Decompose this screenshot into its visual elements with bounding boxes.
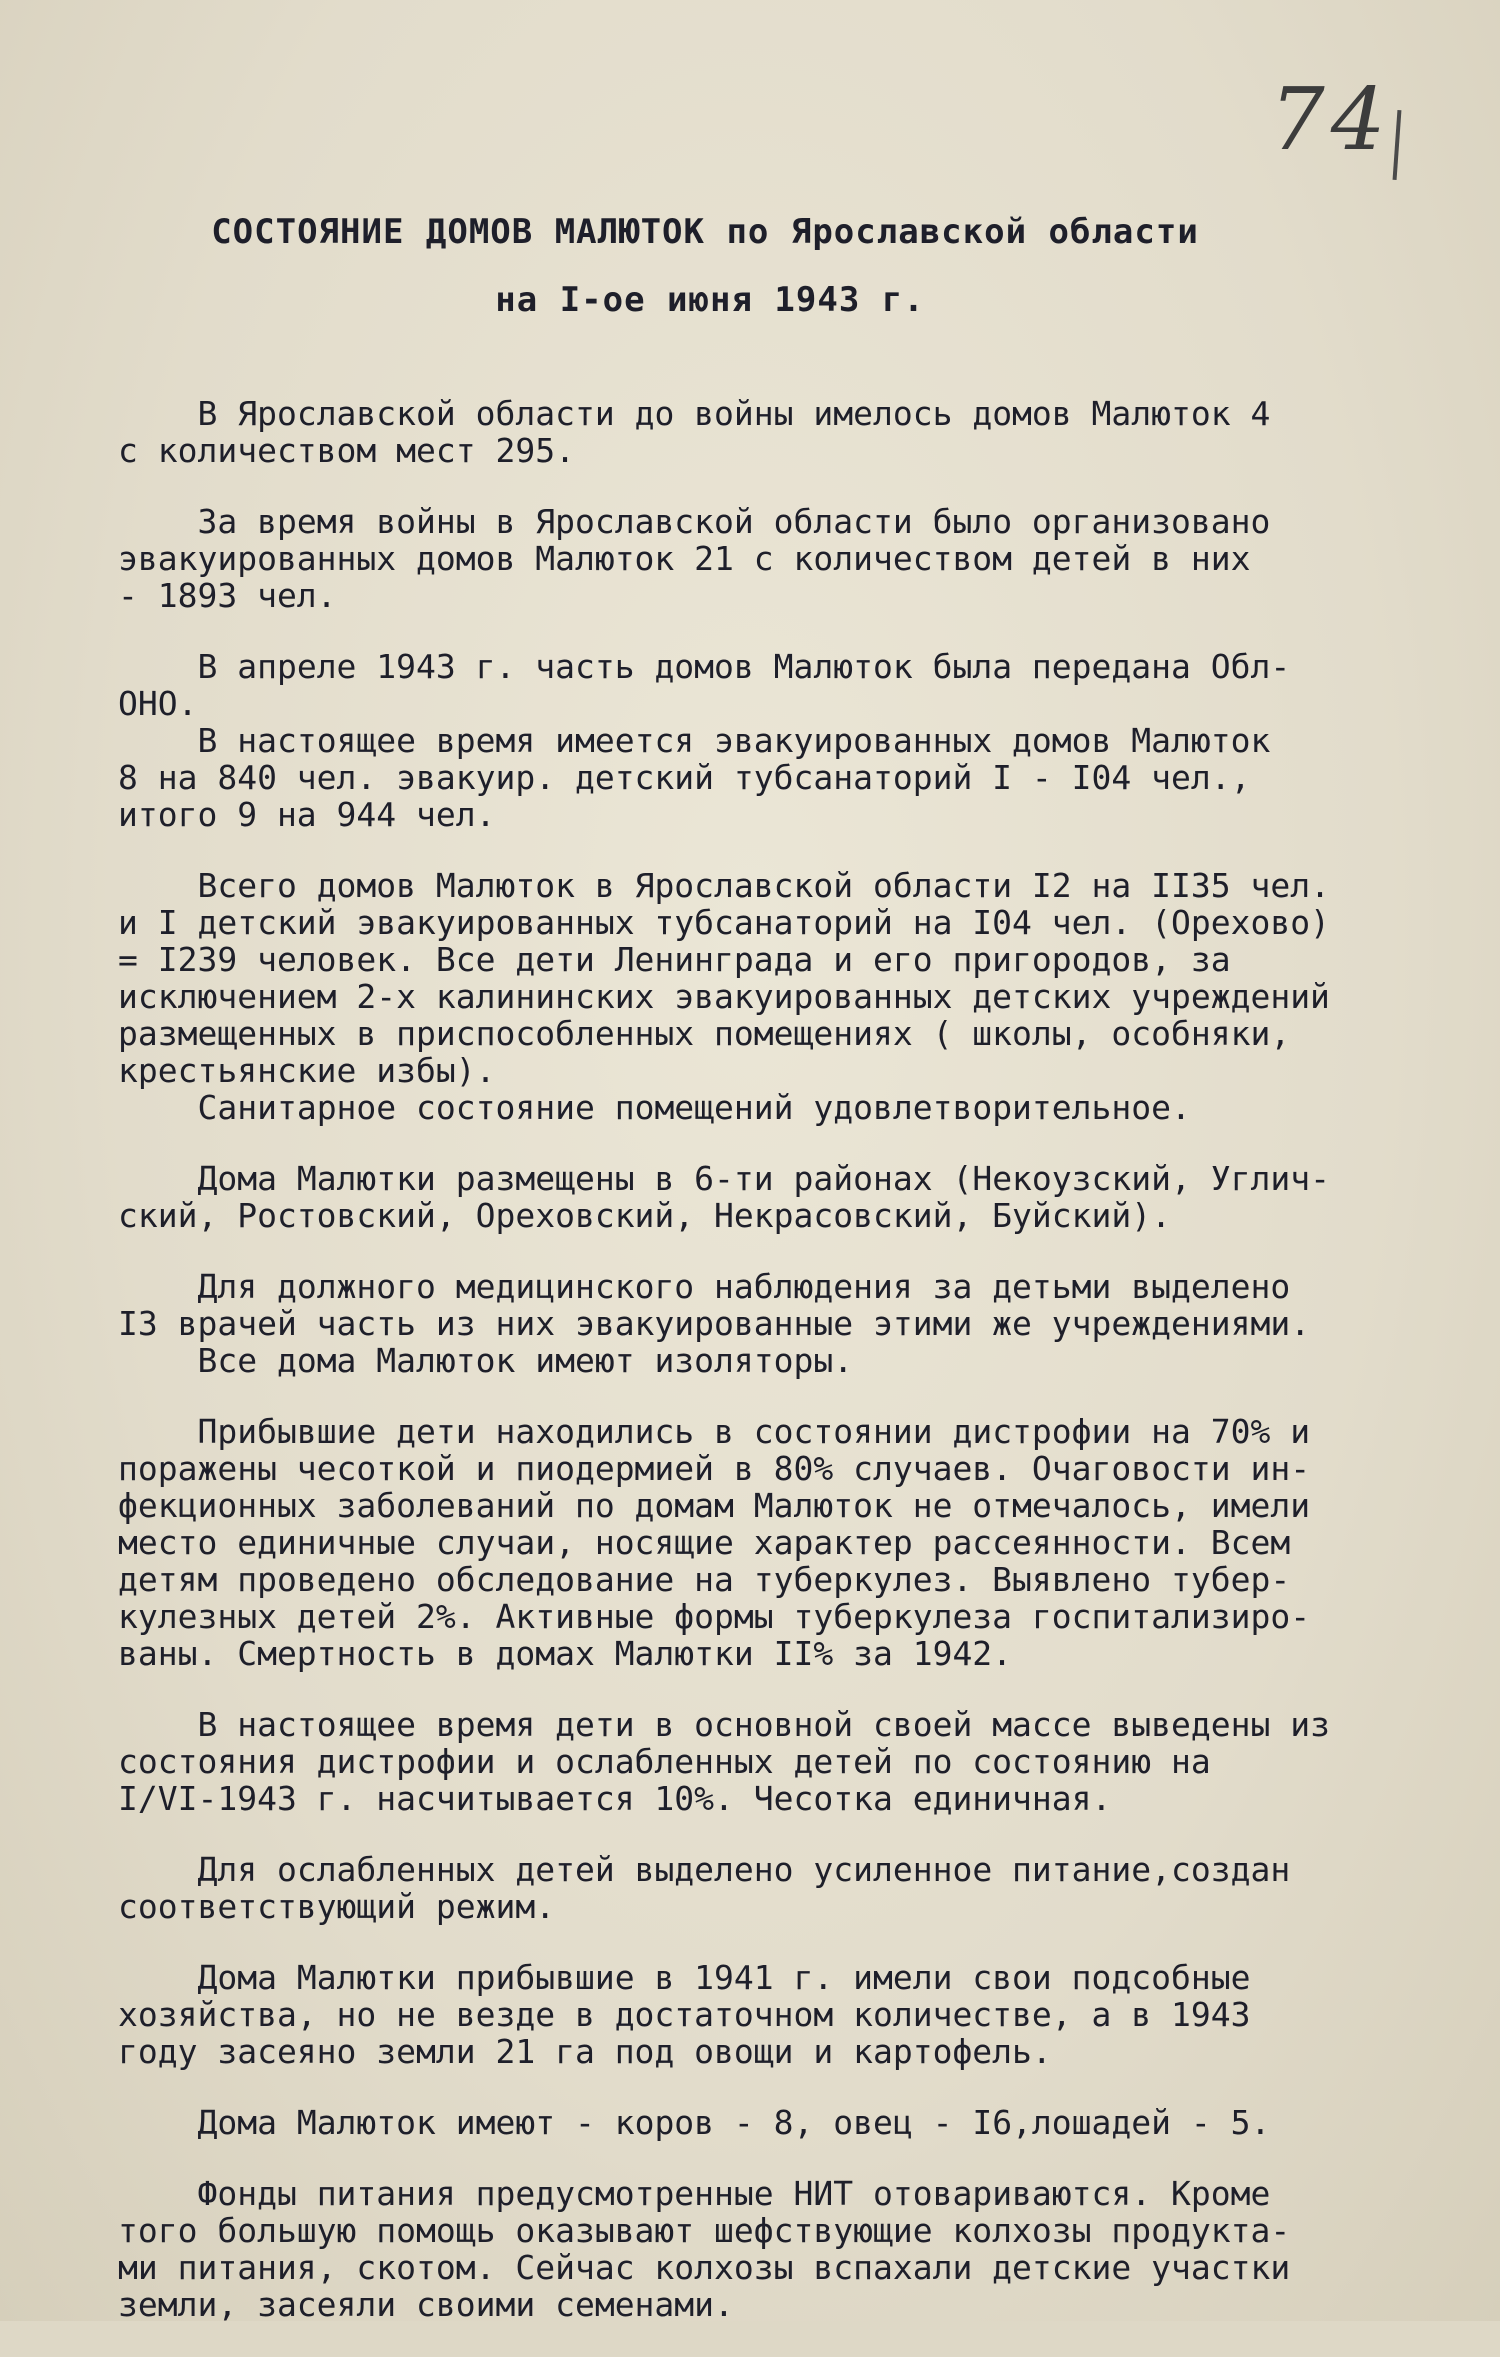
document-date: на I-ое июня 1943 г. <box>495 280 925 320</box>
document-title: СОСТОЯНИЕ ДОМОВ МАЛЮТОК по Ярославской области <box>211 212 1199 252</box>
paragraph-transfer-oblono: В апреле 1943 г. часть домов Малюток была передана Обл- ОНО. <box>118 647 1291 723</box>
paragraph-health-condition: Прибывшие дети находились в состоянии дистрофии на 70% и поражены чесоткой и пиодермией в 80% случаев. Очаговости ин- фекционных заболеваний по домам Малюток не отмечалось, имели место единичные случаи, носящие характер рассеянности. Всем детям проведено обследование на туберкулез. Выявлено тубер- кулезных детей 2%. Активные формы туберкулеза госпитализиро- ваны. Смертность в домах Малютки II% за 1942. <box>118 1412 1311 1673</box>
document-body <box>118 395 1488 2357</box>
paragraph-districts: Дома Малютки размещены в 6-ти районах (Некоузский, Углич- ский, Ростовский, Ореховский, Некрасовский, Буйский). <box>118 1159 1330 1235</box>
paragraph-doctors: Для должного медицинского наблюдения за детьми выделено I3 врачей часть из них эвакуированные этими же учреждениями. <box>118 1267 1311 1343</box>
paragraph-evacuated-homes: За время войны в Ярославской области было организовано эвакуированных домов Малюток 21 с количеством детей в них - 1893 чел. <box>118 502 1271 615</box>
paragraph-food-funds: Фонды питания предусмотренные НИТ отовариваются. Кроме того большую помощь оказывают шефствующие колхозы продукта- ми питания, скотом. Сейчас колхозы вспахали детские участки земли, засеяли своими семенами. <box>118 2174 1291 2324</box>
paragraph-total-homes: Всего домов Малюток в Ярославской области I2 на II35 чел. и I детский эвакуированных тубсанаторий на I04 чел. (Орехово) = I239 человек. Все дети Ленинграда и его пригородов, за исключением 2-х калининских эвакуированных детских учреждений размещенных в приспособленных помещениях ( школы, особняки, крестьянские избы). <box>118 866 1330 1090</box>
paragraph-prewar-homes: В Ярославской области до войны имелось домов Малюток 4 с количеством мест 295. <box>118 394 1271 470</box>
paragraph-current-state: В настоящее время дети в основной своей массе выведены из состояния дистрофии и ослабленных детей по состоянию на I/VI-1943 г. насчитывается 10%. Чесотка единичная. <box>118 1705 1330 1818</box>
paragraph-livestock: Дома Малюток имеют - коров - 8, овец - I6,лошадей - 5. <box>118 2103 1271 2142</box>
handwritten-mark <box>1393 110 1402 180</box>
handwritten-page-number: 74 <box>1270 70 1392 170</box>
paragraph-sanitary: Санитарное состояние помещений удовлетворительное. <box>118 1088 1191 1127</box>
paragraph-isolators: Все дома Малюток имеют изоляторы. <box>118 1341 854 1380</box>
paragraph-current-homes: В настоящее время имеется эвакуированных домов Малюток 8 на 840 чел. эвакуир. детский тубсанаторий I - I04 чел., итого 9 на 944 чел. <box>118 721 1271 834</box>
paragraph-farms: Дома Малютки прибывшие в 1941 г. имели свои подсобные хозяйства, но не везде в достаточном количестве, а в 1943 году засеяно земли 21 га под овощи и картофель. <box>118 1958 1251 2071</box>
paragraph-nutrition: Для ослабленных детей выделено усиленное питание,создан соответствующий режим. <box>118 1850 1291 1926</box>
